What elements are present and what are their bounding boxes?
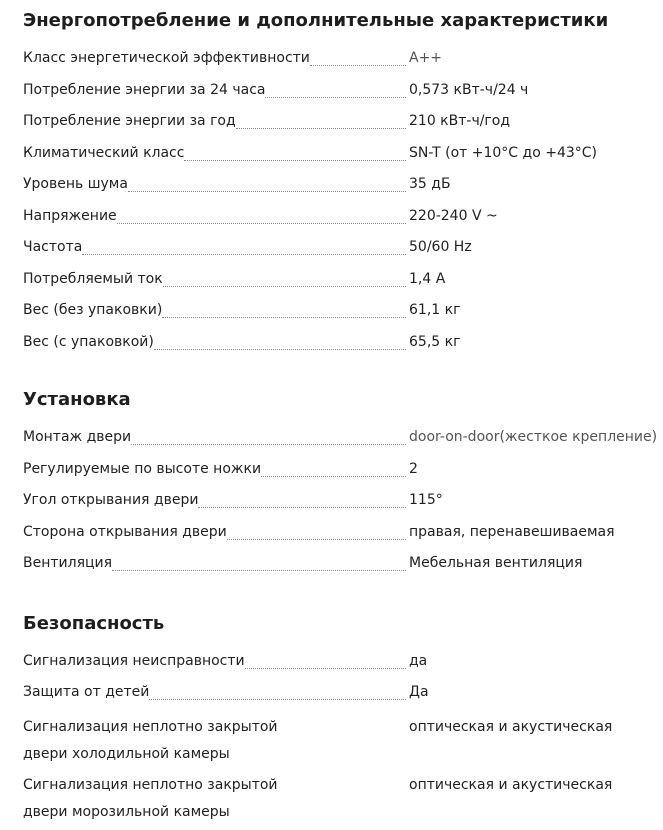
- spec-value: 35 дБ: [409, 176, 451, 192]
- spec-label: Частота: [23, 239, 83, 255]
- spec-value: 65,5 кг: [409, 333, 461, 350]
- spec-label: Класс энергетической эффективности: [23, 50, 310, 66]
- spec-label: Сигнализация неплотно закрытой двери морозильной камеры: [23, 776, 278, 820]
- dotted-leader: [227, 522, 406, 540]
- spec-row-climate-class: [23, 143, 663, 175]
- section-installation: [23, 385, 663, 585]
- spec-row-fault-alarm: [23, 651, 663, 683]
- spec-value: оптическая и акустическая: [409, 776, 613, 793]
- dotted-leader: [112, 553, 406, 571]
- spec-value: 0,573 кВт-ч/24 ч: [409, 81, 529, 98]
- spec-row-noise: [23, 174, 663, 206]
- spec-value: door-on-door(жесткое крепление): [409, 429, 658, 445]
- spec-label: Монтаж двери: [23, 429, 132, 445]
- section-title-installation: Установка: [23, 389, 131, 410]
- spec-row-door-side: [23, 522, 663, 554]
- spec-value: 115°: [409, 492, 443, 508]
- spec-label: Регулируемые по высоте ножки: [23, 460, 262, 477]
- dotted-leader: [184, 143, 406, 161]
- spec-row-freezer-door-alarm: [23, 772, 663, 830]
- spec-value: 50/60 Hz: [409, 239, 472, 255]
- spec-row-door-mount: [23, 427, 663, 459]
- spec-label: Сторона открывания двери: [23, 523, 227, 540]
- spec-value: 1,4 A: [409, 270, 446, 287]
- dotted-leader: [128, 174, 406, 192]
- spec-row-voltage: [23, 206, 663, 238]
- spec-label: Вес (без упаковки): [23, 302, 163, 318]
- dotted-leader: [310, 48, 406, 66]
- section-title-energy: Энергопотребление и дополнительные характеристики: [23, 10, 609, 31]
- spec-row-energy-class: [23, 48, 663, 80]
- spec-value: Мебельная вентиляция: [409, 555, 583, 571]
- dotted-leader: [245, 651, 406, 669]
- spec-row-door-angle: [23, 490, 663, 522]
- spec-value: Да: [409, 684, 429, 700]
- spec-row-adjustable-feet: [23, 459, 663, 491]
- dotted-leader: [162, 300, 406, 318]
- spec-value: оптическая и акустическая: [409, 718, 613, 735]
- spec-row-ventilation: [23, 553, 663, 585]
- spec-value: 61,1 кг: [409, 302, 461, 318]
- spec-value: 210 кВт-ч/год: [409, 113, 511, 129]
- section-energy: [23, 0, 663, 363]
- dotted-leader: [154, 332, 406, 350]
- spec-label: Климатический класс: [23, 144, 185, 161]
- spec-row-frequency: [23, 237, 663, 269]
- spec-label: Вентиляция: [23, 555, 113, 571]
- spec-label: Потребление энергии за 24 часа: [23, 81, 266, 98]
- spec-row-weight-gross: [23, 332, 663, 364]
- spec-row-child-lock: [23, 682, 663, 714]
- spec-label: Сигнализация неисправности: [23, 652, 245, 669]
- spec-label: Вес (с упаковкой): [23, 333, 154, 350]
- spec-label: Защита от детей: [23, 684, 150, 700]
- spec-label: Уровень шума: [23, 176, 128, 192]
- section-safety: [23, 609, 663, 830]
- dotted-leader: [261, 459, 406, 477]
- dotted-leader: [236, 111, 406, 129]
- dotted-leader: [198, 490, 406, 508]
- spec-row-energy-year: [23, 111, 663, 143]
- spec-row-fridge-door-alarm: [23, 714, 663, 772]
- dotted-leader: [149, 682, 406, 700]
- spec-row-energy-24h: [23, 80, 663, 112]
- spec-row-current: [23, 269, 663, 301]
- spec-value: 2: [409, 460, 418, 477]
- spec-value: A++: [409, 50, 443, 66]
- spec-value: да: [409, 652, 428, 669]
- spec-value: правая, перенавешиваемая: [409, 523, 615, 540]
- spec-label: Сигнализация неплотно закрытой двери холодильной камеры: [23, 718, 278, 762]
- spec-label: Напряжение: [23, 207, 117, 224]
- dotted-leader: [265, 80, 406, 98]
- spec-label: Угол открывания двери: [23, 492, 199, 508]
- dotted-leader: [82, 237, 406, 255]
- spec-row-weight-net: [23, 300, 663, 332]
- spec-value: SN-T (от +10°C до +43°C): [409, 144, 598, 161]
- spec-label: Потребление энергии за год: [23, 113, 236, 129]
- dotted-leader: [131, 427, 406, 445]
- section-title-safety: Безопасность: [23, 612, 165, 634]
- dotted-leader: [163, 269, 406, 287]
- spec-label: Потребляемый ток: [23, 270, 163, 287]
- dotted-leader: [117, 206, 406, 224]
- spec-value: 220-240 V ~: [409, 207, 498, 224]
